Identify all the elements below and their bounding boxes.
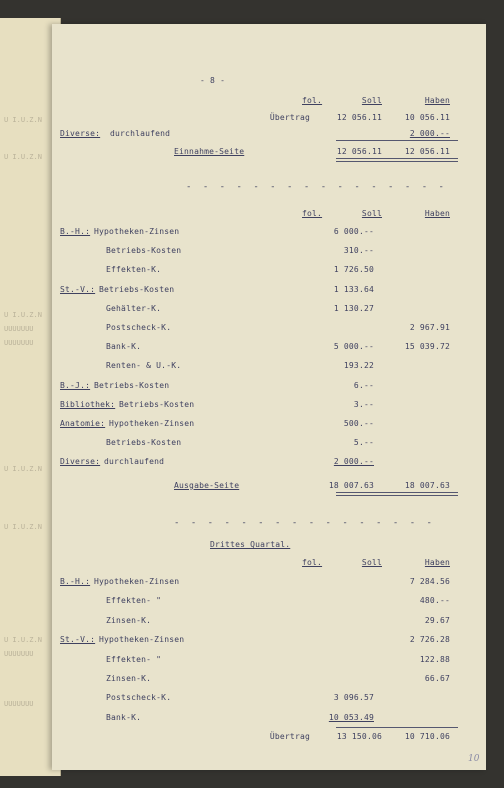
- row-description: Hypotheken-Zinsen: [94, 227, 180, 236]
- bleed-text: UUUUUUU: [4, 325, 34, 333]
- row-description: Zinsen-K.: [106, 674, 152, 683]
- bleed-text: U I.U.Z.N: [4, 153, 42, 161]
- row-soll: 3.--: [353, 399, 374, 409]
- total-double-rule: [336, 158, 458, 162]
- uebertrag-haben: 10 056.11: [404, 113, 450, 122]
- quarter-title: Drittes Quartal.: [210, 540, 291, 549]
- folio-number: 10: [468, 754, 480, 764]
- col-soll: Soll: [361, 209, 382, 218]
- ausgabe-total-soll: 18 007.63: [328, 481, 374, 490]
- col-fol: fol.: [302, 96, 323, 105]
- row-account-label: Diverse:: [60, 457, 101, 467]
- diverse-text: durchlaufend: [110, 129, 171, 138]
- row-haben: 122.88: [419, 654, 450, 664]
- row-haben: 7 284.56: [409, 577, 450, 586]
- bleed-text: U I.U.Z.N: [4, 523, 42, 531]
- col-fol: fol.: [302, 209, 323, 218]
- diverse-label: Diverse:: [60, 129, 101, 138]
- row-account-label: B.-H.:: [60, 227, 91, 236]
- row-description: Betriebs-Kosten: [106, 438, 182, 448]
- row-description: Betriebs-Kosten: [119, 399, 195, 409]
- row-soll: 500.--: [343, 419, 374, 428]
- separator: - - - - - - - - - - - - - - - -: [174, 518, 435, 528]
- row-description: Betriebs-Kosten: [99, 284, 175, 294]
- col-soll: Soll: [361, 558, 382, 567]
- row-soll: 6 000.--: [333, 227, 374, 236]
- row-soll: 2 000.--: [333, 457, 374, 467]
- ausgabe-total-label: Ausgabe-Seite: [174, 481, 240, 490]
- einnahme-total-haben: 12 056.11: [404, 147, 450, 156]
- row-account-label: B.-H.:: [60, 577, 91, 586]
- row-soll: 5 000.--: [333, 342, 374, 352]
- row-account-label: Anatomie:: [60, 419, 106, 428]
- page-number-header: - 8 -: [200, 76, 226, 85]
- uebertrag-label: Übertrag: [269, 732, 310, 741]
- row-haben: 480.--: [419, 596, 450, 606]
- uebertrag-soll: 13 150.06: [336, 732, 382, 741]
- bleed-text: U I.U.Z.N: [4, 311, 42, 319]
- separator: - - - - - - - - - - - - - - - -: [186, 182, 447, 192]
- row-soll: 310.--: [343, 246, 374, 256]
- row-description: Effekten-K.: [106, 265, 162, 275]
- row-soll: 5.--: [353, 438, 374, 448]
- row-description: Postscheck-K.: [106, 323, 172, 332]
- ausgabe-total-haben: 18 007.63: [404, 481, 450, 490]
- row-description: Betriebs-Kosten: [94, 380, 170, 390]
- row-soll: 1 130.27: [333, 303, 374, 313]
- bleed-text: U I.U.Z.N: [4, 636, 42, 644]
- row-soll: 1 133.64: [333, 284, 374, 294]
- row-description: Bank-K.: [106, 342, 142, 352]
- row-haben: 2 967.91: [409, 323, 450, 332]
- row-soll: 6.--: [353, 380, 374, 390]
- row-account-label: St.-V.:: [60, 635, 96, 645]
- uebertrag-soll: 12 056.11: [336, 113, 382, 122]
- row-soll: 193.22: [343, 361, 374, 371]
- row-haben: 66.67: [424, 674, 450, 683]
- row-description: Renten- & U.-K.: [106, 361, 182, 371]
- bleed-text: UUUUUUU: [4, 650, 34, 658]
- row-description: Postscheck-K.: [106, 693, 172, 703]
- row-soll: 10 053.49: [328, 712, 374, 722]
- row-account-label: B.-J.:: [60, 380, 91, 390]
- col-haben: Haben: [424, 96, 450, 105]
- total-double-rule: [336, 492, 458, 496]
- sum-rule: [336, 140, 458, 141]
- einnahme-total-soll: 12 056.11: [336, 147, 382, 156]
- bleed-text: UUUUUUU: [4, 700, 34, 708]
- row-description: Hypotheken-Zinsen: [99, 635, 185, 645]
- uebertrag-label: Übertrag: [269, 113, 310, 122]
- row-account-label: Bibliothek:: [60, 399, 116, 409]
- sum-rule: [336, 727, 458, 728]
- col-haben: Haben: [424, 558, 450, 567]
- row-soll: 1 726.50: [333, 265, 374, 275]
- uebertrag-haben: 10 710.06: [404, 732, 450, 741]
- row-description: durchlaufend: [104, 457, 165, 467]
- row-description: Betriebs-Kosten: [106, 246, 182, 256]
- row-description: Effekten- ": [106, 654, 162, 664]
- row-description: Bank-K.: [106, 712, 142, 722]
- row-description: Effekten- ": [106, 596, 162, 606]
- col-soll: Soll: [361, 96, 382, 105]
- row-soll: 3 096.57: [333, 693, 374, 703]
- bleed-text: U I.U.Z.N: [4, 465, 42, 473]
- row-description: Hypotheken-Zinsen: [94, 577, 180, 586]
- row-description: Gehälter-K.: [106, 303, 162, 313]
- row-account-label: St.-V.:: [60, 284, 96, 294]
- col-fol: fol.: [302, 558, 323, 567]
- row-haben: 15 039.72: [404, 342, 450, 352]
- row-haben: 2 726.28: [409, 635, 450, 645]
- row-description: Hypotheken-Zinsen: [109, 419, 195, 428]
- bleed-text: UUUUUUU: [4, 339, 34, 347]
- col-haben: Haben: [424, 209, 450, 218]
- bleed-text: U I.U.Z.N: [4, 116, 42, 124]
- einnahme-total-label: Einnahme-Seite: [174, 147, 245, 156]
- row-haben: 29.67: [424, 615, 450, 625]
- diverse-haben: 2 000.--: [409, 129, 450, 138]
- ledger-page: [52, 24, 486, 770]
- row-description: Zinsen-K.: [106, 615, 152, 625]
